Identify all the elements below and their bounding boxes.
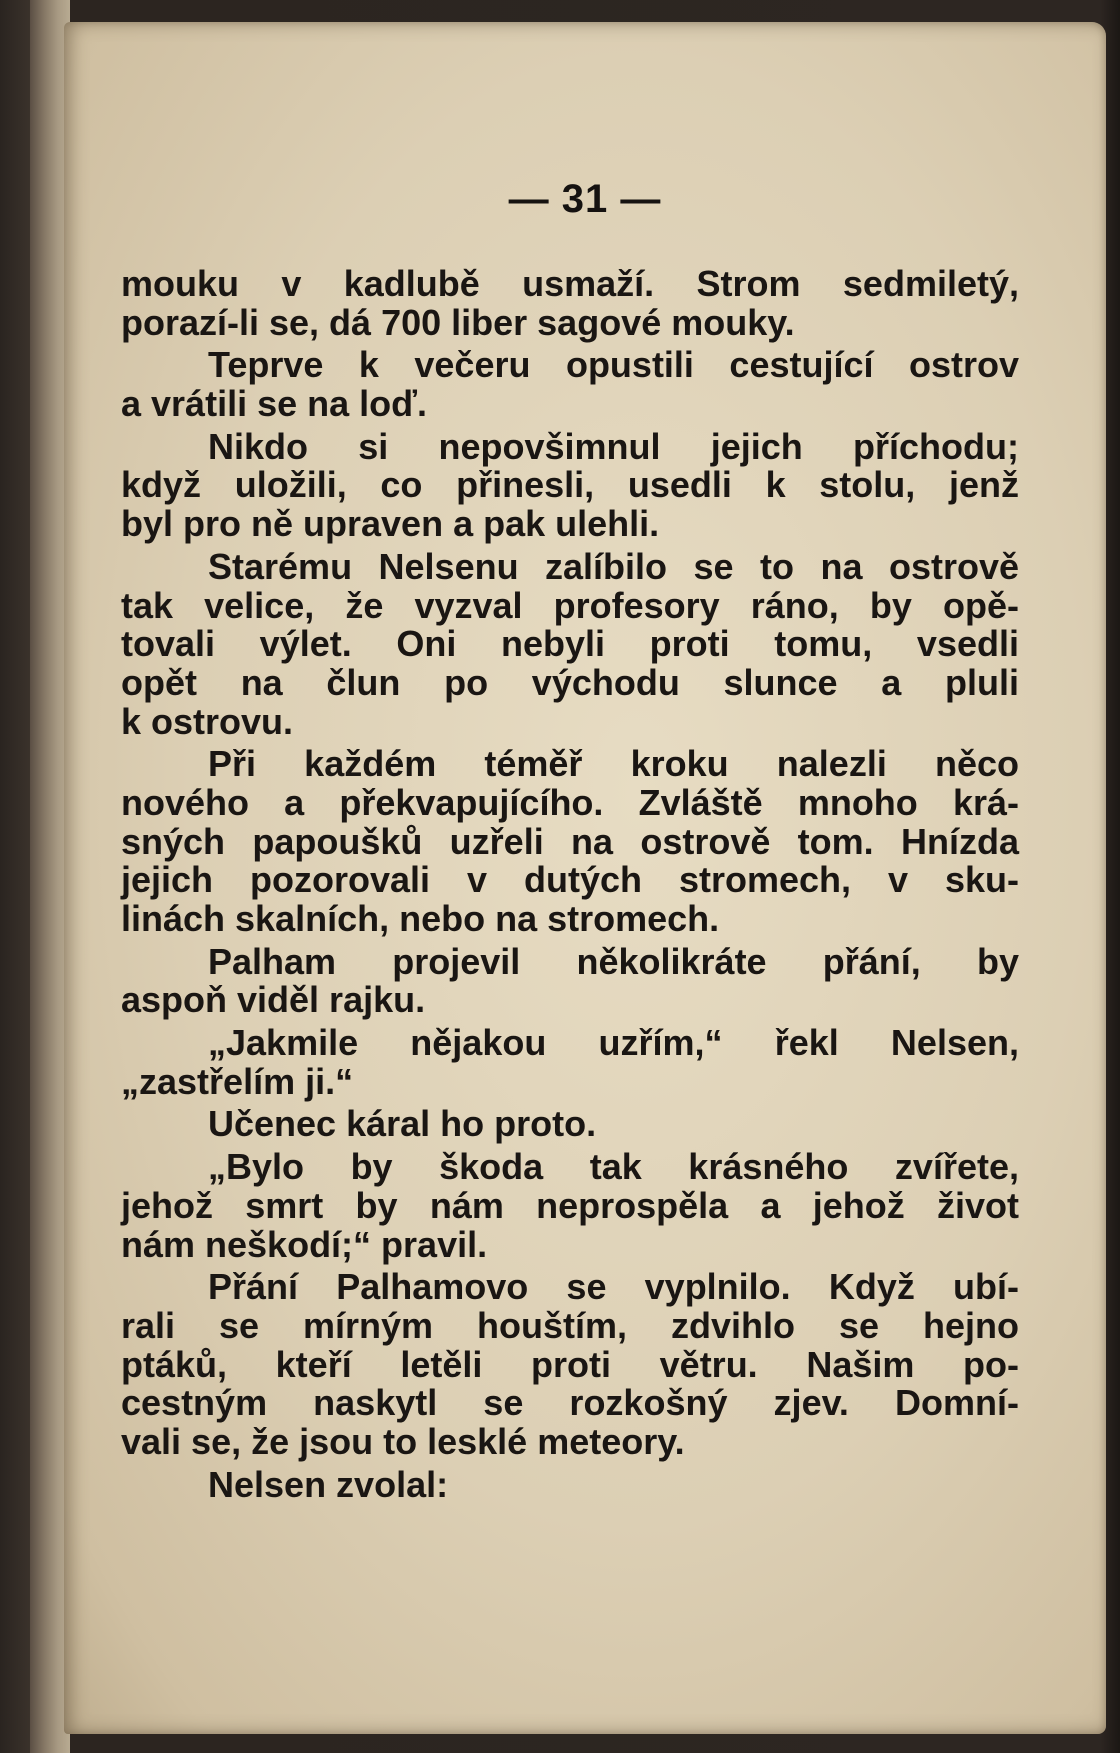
text-line: Učenec káral ho proto.: [208, 1103, 597, 1145]
text-line: rali se mírným houštím, zdvihlo se hejno: [121, 1304, 1019, 1346]
paragraph: [121, 1463, 1019, 1505]
text-line: „Bylo by škoda tak krásného zvířete,: [208, 1146, 1019, 1188]
paragraph: [121, 545, 1019, 742]
text-line: Nelsen zvolal:: [208, 1463, 449, 1505]
text-line: Přání Palhamovo se vyplnilo. Když ubí-: [208, 1266, 1019, 1308]
text-line: ptáků, kteří letěli proti větru. Našim po-: [121, 1343, 1019, 1385]
page-number: — 31 —: [508, 177, 662, 221]
text-line: k ostrovu.: [121, 700, 294, 742]
book-page: [64, 22, 1106, 1734]
text-line: „zastřelím ji.“: [121, 1060, 354, 1102]
text-line: jejich pozorovali v dutých stromech, v sku-: [121, 859, 1019, 901]
text-line: tovali výlet. Oni nebyli proti tomu, vsedli: [121, 623, 1019, 665]
text-line: vali se, že jsou to lesklé meteory.: [121, 1420, 685, 1462]
paragraph: [121, 346, 1019, 423]
text-line: tak velice, že vyzval profesory ráno, by opě-: [121, 584, 1019, 626]
page-body-text: [121, 265, 1019, 1504]
text-line: Při každém téměř kroku nalezli něco: [208, 743, 1019, 785]
paragraph: [121, 1268, 1019, 1461]
text-line: byl pro ně upraven a pak ulehli.: [121, 503, 660, 545]
text-line: cestným naskytl se rozkošný zjev. Domní-: [121, 1382, 1019, 1424]
text-line: jehož smrt by nám neprospěla a jehož život: [121, 1184, 1019, 1226]
paragraph: [121, 265, 1019, 342]
text-line: nového a překvapujícího. Zvláště mnoho krá-: [121, 781, 1019, 823]
text-line: Palham projevil několikráte přání, by: [208, 940, 1019, 982]
paragraph: [121, 1105, 1019, 1144]
text-line: a vrátili se na loď.: [121, 383, 427, 425]
text-line: aspoň viděl rajku.: [121, 979, 426, 1021]
paragraph: [121, 940, 1019, 1021]
paragraph: [121, 1148, 1019, 1264]
text-line: Teprve k večeru opustili cestující ostrov: [208, 344, 1019, 386]
text-line: Nikdo si nepovšimnul jejich příchodu;: [208, 425, 1019, 467]
paragraph: [121, 425, 1019, 545]
text-line: opět na člun po východu slunce a pluli: [121, 661, 1019, 703]
paragraph: [121, 745, 1019, 938]
text-line: Starému Nelsenu zalíbilo se to na ostrově: [208, 545, 1019, 587]
text-line: linách skalních, nebo na stromech.: [121, 898, 720, 939]
text-line: porazí-li se, dá 700 liber sagové mouky.: [121, 301, 795, 343]
paragraph: [121, 1024, 1019, 1101]
text-line: mouku v kadlubě usmaží. Strom sedmiletý,: [121, 263, 1019, 304]
text-line: „Jakmile nějakou uzřím,“ řekl Nelsen,: [208, 1022, 1019, 1064]
text-line: když uložili, co přinesli, usedli k stolu, jenž: [121, 464, 1019, 506]
text-line: nám neškodí;“ pravil.: [121, 1223, 488, 1265]
text-line: sných papoušků uzřeli na ostrově tom. Hnízda: [121, 820, 1019, 862]
